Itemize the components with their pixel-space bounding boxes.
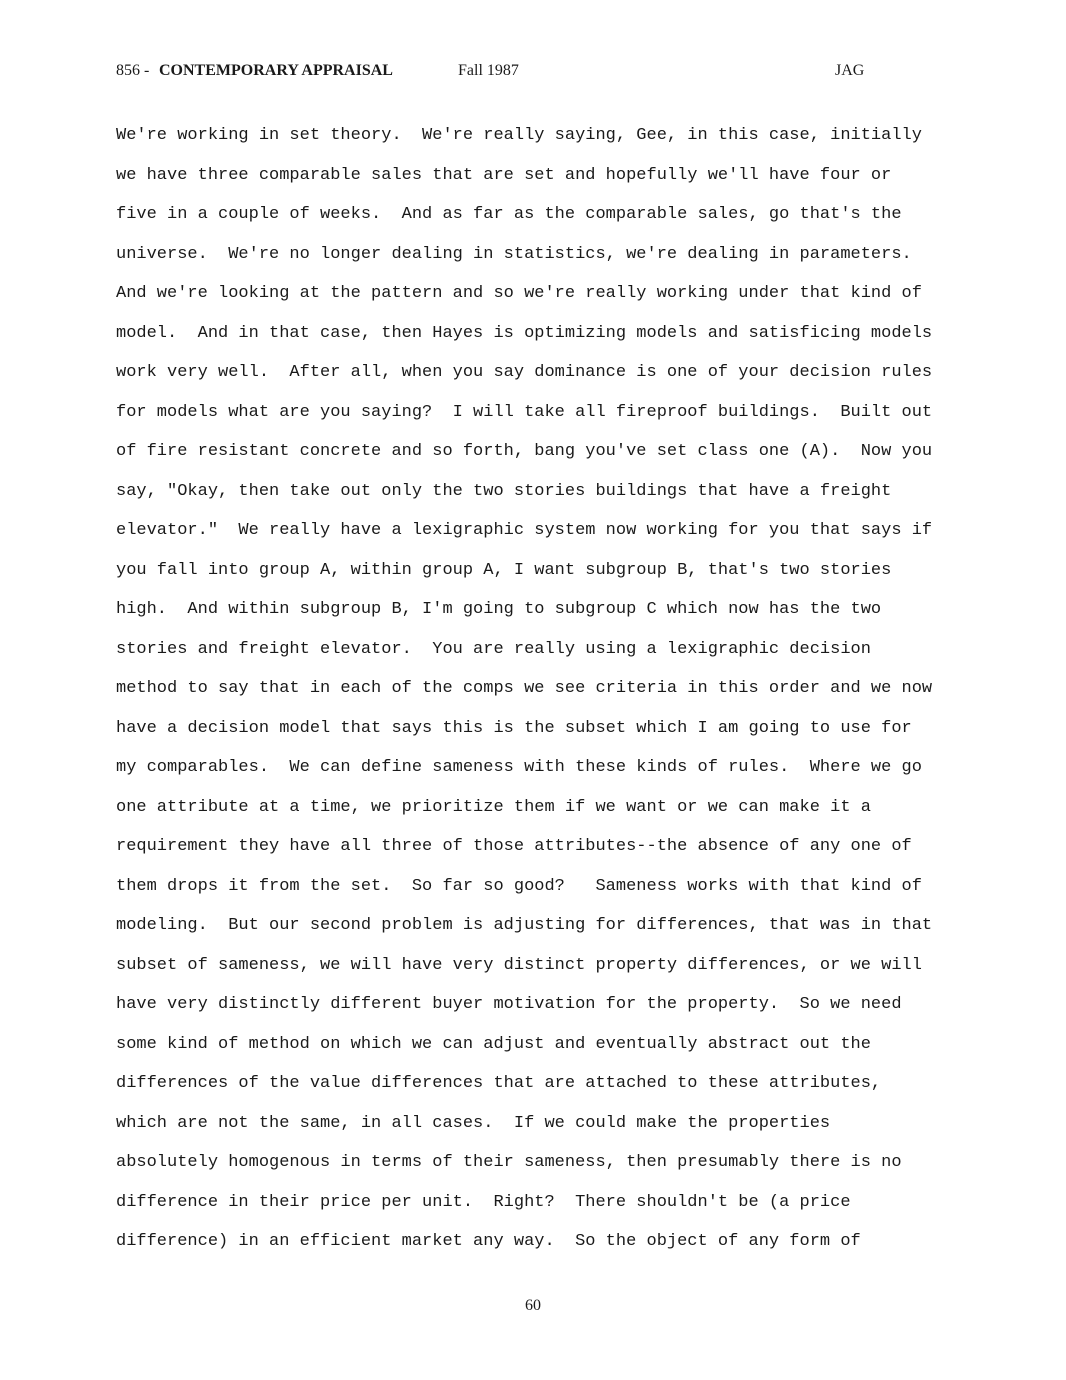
text-line: requirement they have all three of those attributes--the absence of any one of	[116, 837, 912, 856]
text-line: of fire resistant concrete and so forth, bang you've set class one (A). Now you	[116, 442, 933, 461]
text-line: And we're looking at the pattern and so we're really working under that kind of	[116, 284, 922, 303]
term: Fall 1987	[458, 62, 519, 79]
text-line: elevator." We really have a lexigraphic system now working for you that says if	[116, 521, 933, 540]
text-line: them drops it from the set. So far so good? Sameness works with that kind of	[116, 876, 922, 896]
author-initials: JAG	[835, 62, 865, 79]
text-line: some kind of method on which we can adjust and eventually abstract out the	[116, 1034, 871, 1054]
text-line: which are not the same, in all cases. If we could make the properties	[116, 1113, 831, 1133]
text-line: stories and freight elevator. You are really using a lexigraphic decision	[116, 639, 871, 659]
text-line: We're working in set theory. We're really saying, Gee, in this case, initially	[116, 126, 922, 145]
course-title: CONTEMPORARY APPRAISAL	[159, 62, 393, 79]
text-line: high. And within subgroup B, I'm going to subgroup C which now has the two	[116, 600, 882, 619]
text-line: difference) in an efficient market any way. So the object of any form of	[116, 1232, 861, 1251]
text-line: absolutely homogenous in terms of their sameness, then presumably there is no	[116, 1153, 902, 1172]
page-number: 60	[525, 1297, 541, 1314]
text-line: for models what are you saying? I will take all fireproof buildings. Built out	[116, 402, 933, 422]
text-line: method to say that in each of the comps we see criteria in this order and we now	[116, 679, 933, 698]
text-line: modeling. But our second problem is adjusting for differences, that was in that	[116, 916, 933, 935]
text-line: model. And in that case, then Hayes is optimizing models and satisficing models	[116, 323, 933, 343]
text-line: subset of sameness, we will have very distinct property differences, or we will	[116, 955, 922, 975]
text-line: differences of the value differences that are attached to these attributes,	[116, 1074, 882, 1093]
text-line: one attribute at a time, we prioritize them if we want or we can make it a	[116, 797, 871, 817]
text-line: have very distinctly different buyer motivation for the property. So we need	[116, 995, 902, 1014]
course-number: 856 -	[116, 62, 150, 79]
transcript-body	[116, 116, 966, 1262]
text-line: have a decision model that says this is the subset which I am going to use for	[116, 718, 912, 738]
page-header	[116, 62, 956, 86]
text-line: universe. We're no longer dealing in statistics, we're dealing in parameters.	[116, 244, 912, 264]
text-line: say, "Okay, then take out only the two stories buildings that have a freight	[116, 481, 892, 501]
text-line: my comparables. We can define sameness with these kinds of rules. Where we go	[116, 758, 922, 777]
text-line: five in a couple of weeks. And as far as the comparable sales, go that's the	[116, 205, 902, 224]
text-line: we have three comparable sales that are set and hopefully we'll have four or	[116, 165, 892, 185]
text-line: difference in their price per unit. Right? There shouldn't be (a price	[116, 1192, 851, 1212]
text-line: work very well. After all, when you say dominance is one of your decision rules	[116, 363, 933, 382]
text-line: you fall into group A, within group A, I want subgroup B, that's two stories	[116, 560, 892, 580]
